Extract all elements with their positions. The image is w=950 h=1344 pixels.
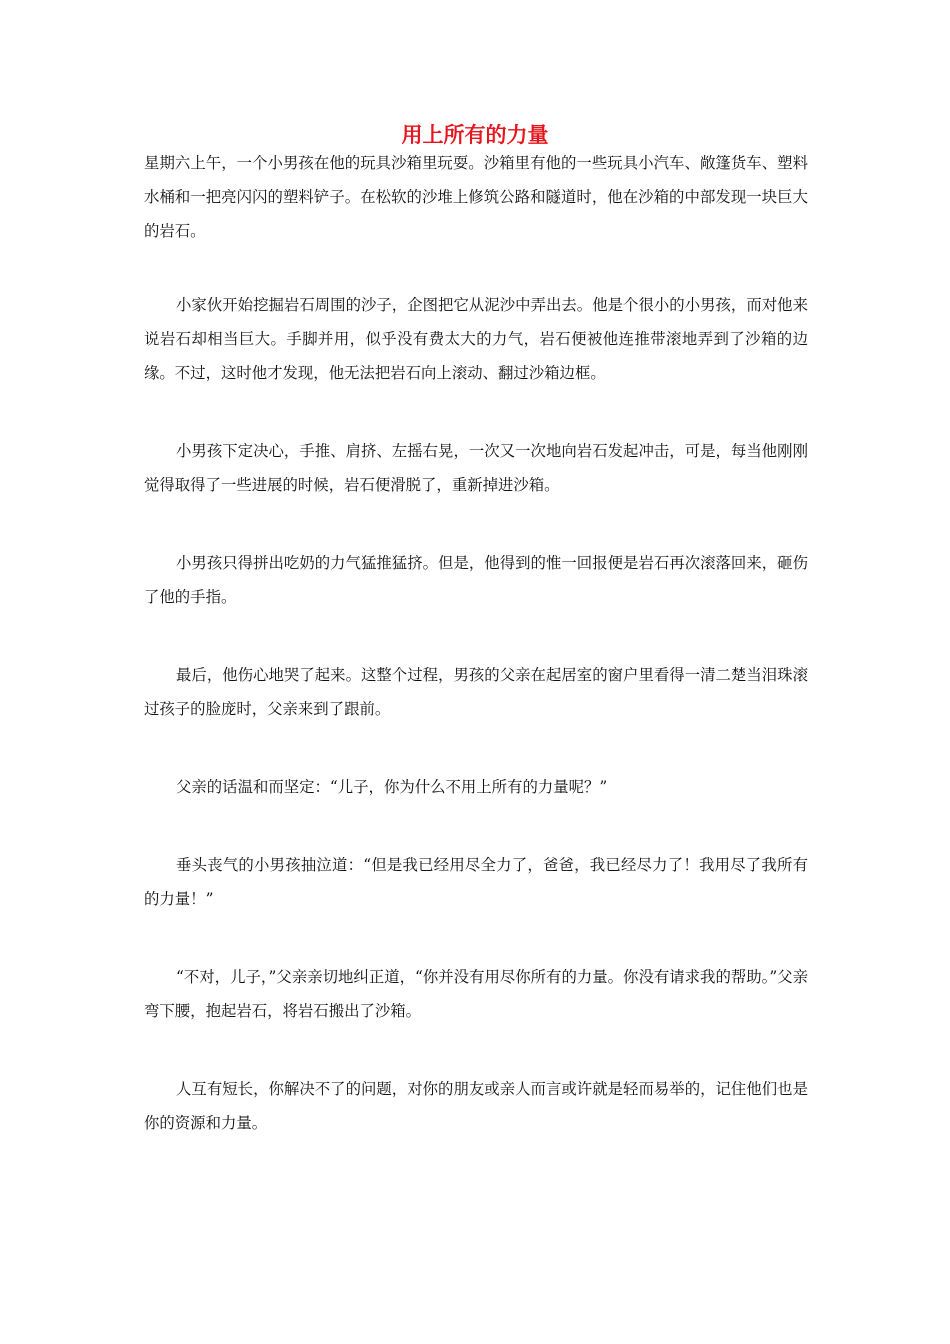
paragraph-3: 小男孩下定决心，手推、肩挤、左摇右晃，一次又一次地向岩石发起冲击，可是，每当他刚刚觉得取得了一些进展的时候，岩石便滑脱了，重新掉进沙箱。 xyxy=(144,442,808,494)
paragraph-2: 小家伙开始挖掘岩石周围的沙子，企图把它从泥沙中弄出去。他是个很小的小男孩，而对他来说岩石却相当巨大。手脚并用，似乎没有费太大的力气，岩石便被他连推带滚地弄到了沙箱的边缘。不过，这时他才发现，他无法把岩石向上滚动、翻过沙箱边框。 xyxy=(144,296,808,382)
document-title: 用上所有的力量 xyxy=(401,123,549,147)
paragraph-4: 小男孩只得拼出吃奶的力气猛推猛挤。但是，他得到的惟一回报便是岩石再次滚落回来，砸伤了他的手指。 xyxy=(144,554,808,606)
document-body xyxy=(144,146,808,1140)
paragraph-8: “不对，儿子，”父亲亲切地纠正道，“你并没有用尽你所有的力量。你没有请求我的帮助。”父亲弯下腰，抱起岩石，将岩石搬出了沙箱。 xyxy=(144,968,808,1020)
paragraph-9: 人互有短长，你解决不了的问题，对你的朋友或亲人而言或许就是轻而易举的，记住他们也是你的资源和力量。 xyxy=(144,1080,808,1132)
paragraph-5: 最后，他伤心地哭了起来。这整个过程，男孩的父亲在起居室的窗户里看得一清二楚当泪珠滚过孩子的脸庞时，父亲来到了跟前。 xyxy=(144,666,808,718)
paragraph-1: 星期六上午，一个小男孩在他的玩具沙箱里玩耍。沙箱里有他的一些玩具小汽车、敞篷货车、塑料水桶和一把亮闪闪的塑料铲子。在松软的沙堆上修筑公路和隧道时，他在沙箱的中部发现一块巨大的岩石。 xyxy=(144,154,808,240)
paragraph-6: 父亲的话温和而坚定：“儿子，你为什么不用上所有的力量呢？” xyxy=(176,778,608,796)
paragraph-7: 垂头丧气的小男孩抽泣道：“但是我已经用尽全力了，爸爸，我已经尽力了！我用尽了我所有的力量！” xyxy=(144,856,808,908)
